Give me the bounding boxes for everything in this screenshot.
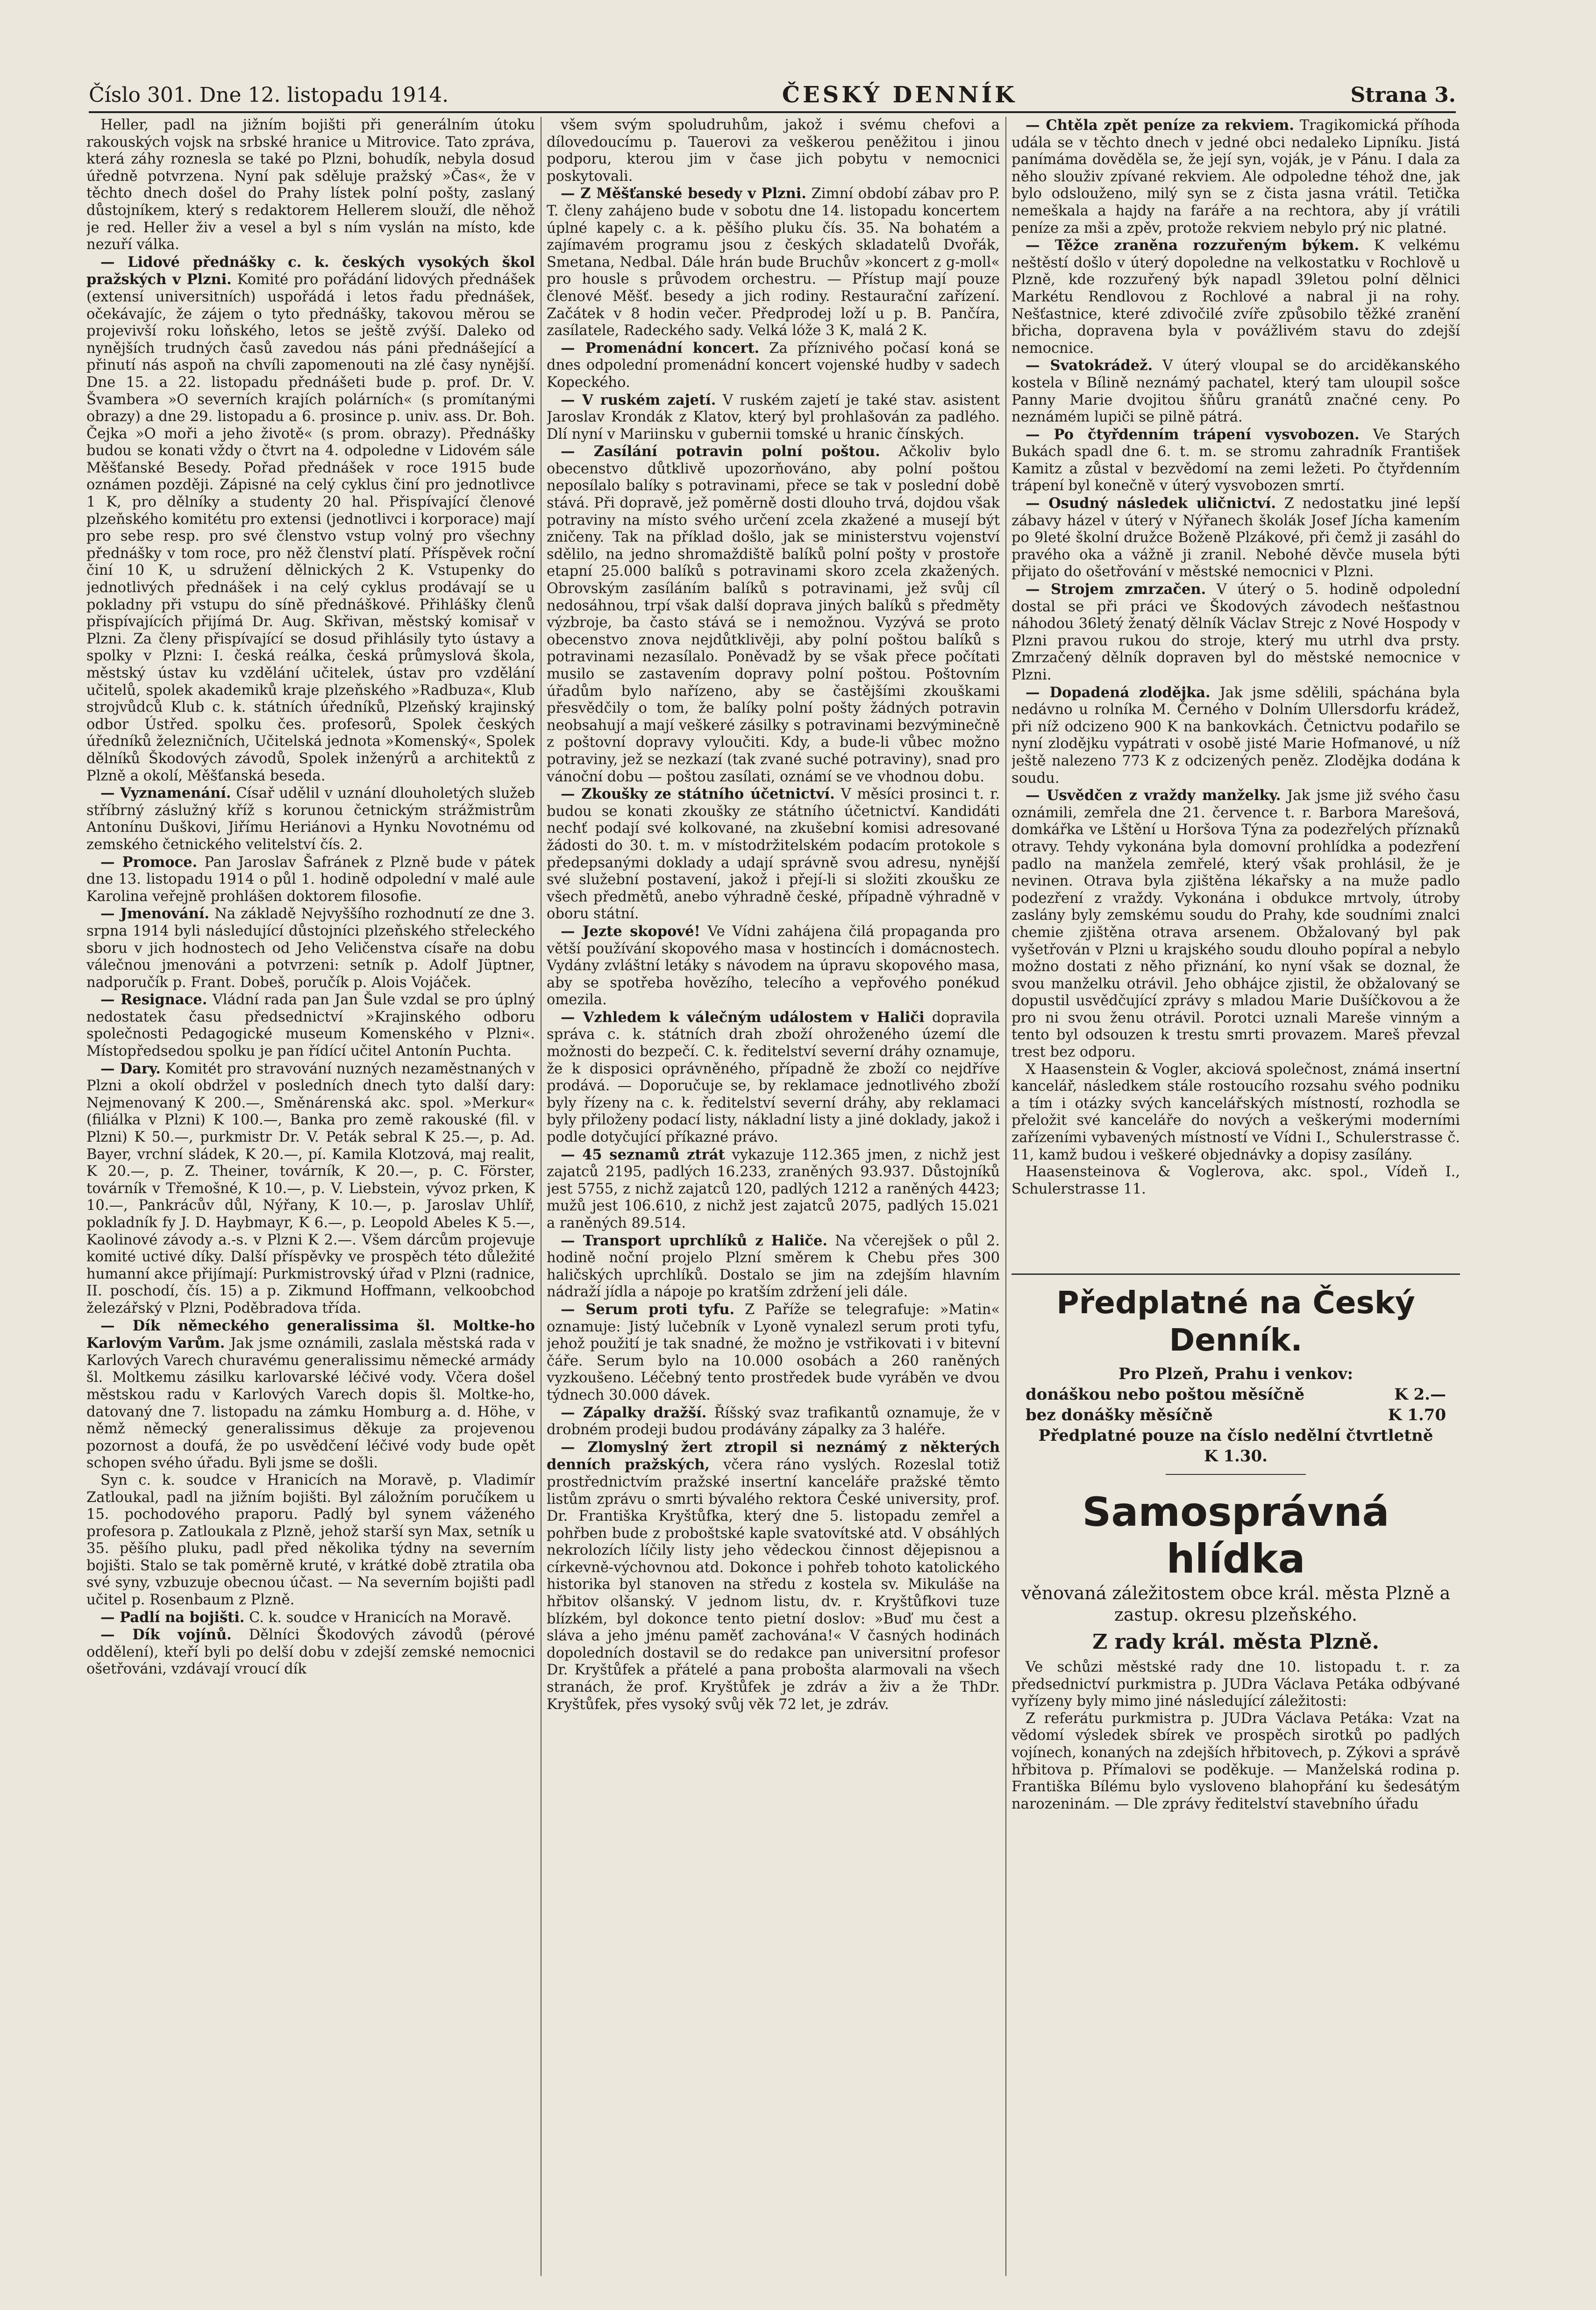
page-number: Strana 3. xyxy=(1350,83,1456,107)
article-heading: — Z Měšťanské besedy v Plzni. xyxy=(561,185,806,202)
hlidka-paragraph: Z referátu purkmistra p. JUDra Václava Petáka: Vzat na vědomí výsledek sbírek ve prospěch sirotků po padlých vojínech, konaných na zdejších hřbitovech, p. Zýkovi a správě hřbitova p. Přímalovi se poděkuje. — Manželská rodina p. Františka Bílému bylo vysloveno blahopřání ku šedesátým narozeninám. — Dle zprávy ředitelství stavebního úřadu xyxy=(1012,1710,1460,1812)
article-text: Haasensteinova & Voglerova, akc. spol., Vídeň I., Schulerstrasse 11. xyxy=(1012,1164,1460,1197)
article-paragraph xyxy=(547,1301,1000,1404)
subscription-title: Předplatné na Český Denník. xyxy=(1056,1285,1415,1358)
article-paragraph xyxy=(547,185,1000,339)
article-paragraph xyxy=(86,1626,535,1678)
article-heading: — Osudný následek uličnictví. xyxy=(1026,495,1276,512)
article-heading: — V ruském zajetí. xyxy=(561,391,716,408)
subscription-subtitle: Pro Plzeň, Prahu i venkov: xyxy=(1119,1365,1353,1383)
article-heading: — Jezte skopové! xyxy=(561,923,700,940)
article-text: Syn c. k. soudce v Hranicích na Moravě, p. Vladimír Zatloukal, padl na jižním bojišti. Byl záložním poručíkem u 15. pochodového praporu. Padlý byl synem váženého profesora p. Zatloukala z Plzně, jehož starší syn Max, setník u 35. pěšího pluku, padl před několika týdny na severním bojišti. Stalo se tak poměrně kruté, v krátké době ztratila oba své syny, vzbuzuje obecnou účast. — Na severním bojišti padl učitel p. Rosenbaum z Plzně. xyxy=(86,1472,535,1609)
subscription-row-price: K 2.— xyxy=(1394,1385,1446,1404)
column-divider xyxy=(1005,117,1006,2276)
article-text: Komité pro pořádání lidových přednášek (extensí universitních) uspořádá i letos řadu přednášek, očekávajíc, že zájem o tyto přednášky, takovou měrou se projevivší roku loňského, letos se ještě zvýší. Daleko od nynějších trudných časů zavedou nás páni přednášející a přinutí nás aspoň na chvíli zapomenouti na zlé časy nynější. Dne 15. a 22. listopadu přednášeti bude p. prof. Dr. V. Švambera »O severních krajích polárních« (s promítanými obrazy) a dne 29. listopadu a 6. prosince p. univ. ass. Dr. Boh. Čejka »O moři a jeho životě« (s prom. obrazy). Přednášky budou se konati vždy o čtvrt na 4. odpoledne v Lidovém sále Měšťanské Besedy. Pořad přednášek v roce 1915 bude oznámen později. Zápisné na celý cyklus činí pro jednotlivce 1 K, pro dělníky a studenty 20 hal. Přispívající členové plzeňského komitétu pro extensi (jednotlivci i korporace) mají pro sebe resp. pro své členstvo vstup volný pro všechny přednášky v tom roce, pro něž členství platí. Příspěvek roční činí 10 K, u sdružení dělnických 2 K. Vstupenky do jednotlivých přednášek i na celý cyklus prodávají se u pokladny při vstupu do síně přednáškové. Přihlášky členů přispívajících přijímá Dr. Aug. Skřivan, městský komisař v Plzni. Za členy přispívající se dosud přihlásily tyto ústavy a spolky v Plzni: I. česká reálka, česká průmyslová škola, městský ústav ku vzdělání učitelek, ústav pro vzdělání učitelů, spolek akademiků kraje plzeňského »Radbuza«, Klub strojvůdců Klub c. k. státních úředníků, Plzeňský krajinský odbor Ústřed. spolku čes. profesorů, Spolek českých úředníků železničních, Učitelská jednota »Komenský«, Spolek dělníků Škodových závodů, Spolek inženýrů a architektů z Plzně a okolí, Měšťanská beseda. xyxy=(86,272,535,784)
article-text: X Haasenstein & Vogler, akciová společnost, známá insertní kancelář, následkem stále rostoucího rozsahu svého podniku a tím i otázky svých kancelářských místností, rozhodla se přeložit své kanceláře do nových a veškerými moderními zařízeními vybavených místností ve Vídni I., Schulerstrasse č. 11, kamž budou i veškeré objednávky a dopisy zasílány. xyxy=(1012,1061,1460,1163)
article-text: Ve Vídni zahájena čilá propaganda pro větší používání skopového masa v hostincích i domácnostech. Vydány zvláštní letáky s návodem na úpravu skopového masa, aby se spotřeba hovězího, telecího a vepřového ponékud omezila. xyxy=(547,923,1000,1008)
article-paragraph xyxy=(547,340,1000,392)
article-paragraph xyxy=(86,1609,535,1627)
article-heading: — Vyznamenání. xyxy=(100,785,231,802)
column-divider xyxy=(541,117,542,2276)
article-text: V měsíci prosinci t. r. budou se konati zkoušky ze státního účetnictví. Kandidáti nechť podají své kolkované, na zkušební komisi adresované žádosti do 30. t. m. v místodržitelském podacím protokole s předepsanými doklady a udají správně svou adresu, nynější své služební postavení, jakož i přejí-li si složiti zkoušku ze všech předmětů, anebo výhradně české, případně výhradně v oboru státní. xyxy=(547,786,1000,923)
article-paragraph xyxy=(547,1439,1000,1714)
article-text: Tragikomická příhoda udála se v těchto dnech v jedné obci nedaleko Lipníku. Jistá panímáma dověděla se, že její syn, voják, je v Pánu. I dala za něho slouživ zpívané rekviem. Ale odpoledne téhož dne, jak bylo odslouženo, milý syn se z čista jasna vrátil. Tetička nemeškala a hajdy na faráře a na rechtora, aby jí vrátili peníze za mši a zpěv, protože rekviem nebylo prý nic platné. xyxy=(1012,117,1460,236)
article-text: Ve Starých Bukách spadl dne 6. t. m. se stromu zahradník František Kamitz a zůstal v bezvědomí na zemi ležeti. Po čtyřdenním trápení byl konečně v úterý vysvobozen smrtí. xyxy=(1012,426,1460,494)
article-heading: — Serum proti tyfu. xyxy=(561,1301,735,1318)
article-paragraph xyxy=(1012,117,1460,237)
article-paragraph xyxy=(86,1472,535,1609)
article-paragraph xyxy=(86,1317,535,1472)
article-paragraph xyxy=(547,786,1000,923)
subscription-row-label: donáškou nebo poštou měsíčně xyxy=(1026,1385,1305,1404)
hlidka-text xyxy=(1012,1659,1460,1813)
hlidka-section xyxy=(1012,1489,1460,1813)
article-text: Z nedostatku jiné lepší zábavy házel v úterý v Nýřanech školák Josef Jícha kamením po 9leté školní družce Boženě Plzákové, při čemž ji zasáhl do pravého oka a vážně ji zranil. Nebohé děvče musela býti přijato do ošetřování v městské nemocnici v Plzni. xyxy=(1012,495,1460,580)
article-text: Heller, padl na jižním bojišti při generálním útoku rakouských vojsk na srbské hranice u Mitrovice. Tato zpráva, která záhy roznesla se také po Plzni, bohudík, nebyla dosud úředně potvrzena. Nyní pak sděluje pražský »Čas«, že v těchto dnech došel do Prahy lístek polní pošty, zaslaný důstojníkem, který s redaktorem Hellerem slouží, dle něhož je red. Heller živ a vesel a byl s ním vyslán na místo, kde nezuří válka. xyxy=(86,117,535,253)
issue-date: Číslo 301. Dne 12. listopadu 1914. xyxy=(89,83,449,107)
article-paragraph xyxy=(86,991,535,1060)
hlidka-paragraph: Ve schůzi městské rady dne 10. listopadu t. r. za předsednictví purkmistra p. JUDra Václava Petáka odbývané vyřízeny byly mimo jiné následující záležitosti: xyxy=(1012,1659,1460,1710)
article-text: Zimní období zábav pro P. T. členy zahájeno bude v sobotu dne 14. listopadu koncertem úplné kapely c. a k. pěšího pluku čís. 35. Na bohatém a zajímavém programu jsou z českých skladatelů Dvořák, Smetana, Nedbal. Dále hrán bude Bruchův »koncert z g-moll« pro housle s průvodem orchestru. — Přístup mají pouze členové Měšť. besedy a jich rodiny. Restaurační zařízení. Začátek v 8 hodin večer. Předprodej loží u p. B. Pančíra, zasílatele, Radeckého sady. Velká lóže 3 K, malá 2 K. xyxy=(547,186,1000,339)
subscription-row xyxy=(1012,1405,1460,1425)
article-heading: — Vzhledem k válečným událostem v Haliči xyxy=(561,1008,925,1026)
article-text: V úterý o 5. hodině odpolední dostal se při práci ve Škodových závodech nešťastnou náhodou 36letý ženatý dělník Václav Strejc z Nové Hospody v Plzni pravou rukou do stroje, který mu utrhl dva prsty. Zmrzačený dělník dopraven byl do městské nemocnice v Plzni. xyxy=(1012,581,1460,683)
article-heading: — Promoce. xyxy=(100,853,198,871)
article-heading: — Chtěla zpět peníze za rekviem. xyxy=(1026,117,1294,134)
article-paragraph xyxy=(547,1146,1000,1232)
column-3 xyxy=(1012,117,1460,2276)
article-paragraph xyxy=(86,905,535,991)
page-header xyxy=(89,79,1456,113)
article-text: Za příznivého počasí koná se dnes odpolední promenádní koncert vojenské hudby v sadech Kopeckého. xyxy=(547,340,1000,391)
article-text: Jak jsme již svého času oznámili, zemřela dne 21. července t. r. Barbora Marešová, domkářka ve Lštění u Horšova Týna za podezřelých příznaků otravy. Tehdy vykonána byla domovní prohlídka a podezření padlo na manžela zemřelé, který však prohlásil, že je nevinen. Otrava byla zjištěna lékařsky a na muže padlo podezření z vraždy. Vykonána i obdukce mrtvoly, útroby zaslány byly zemskému soudu do Prahy, kde soudními znalci chemie zjištěna otrava arsenem. Obžalovaný byl pak vyšetřován v Plzni u krajského soudu dlouho popíral a nebylo možno dostati z něho přiznání, ko nyní však se doznal, že svou manželku otrávil. Jeho obhájce zjistil, že obžalovaný se dopustil usvědčující zprávy s mladou Marie Dušíčkovou a že pro ni svou ženu otrávil. Porotci uznali Mareše vinným a tento byl odsouzen k trestu smrti provazem. Mareš převzal trest bez odporu. xyxy=(1012,787,1460,1061)
article-text: Komitét pro stravování nuzných nezaměstnaných v Plzni a okolí obdržel v posledních dnech tyto další dary: Nejmenovaný K 200.—, Směnárenská akc. spol. »Merkur« (filiálka v Plzni) K 100.—, Banka pro země rakouské (fil. v Plzni) K 50.—, purkmistr Dr. V. Peták sebral K 25.—, p. Ad. Bayer, vrchní sládek, K 20.—, pí. Kamila Klotzová, maj realit, K 20.—, p. Z. Theiner, továrník, K 20.—, p. C. Förster, továrník v Třemošné, K 10.—, p. V. Liebstein, vývoz prken, K 10.—, Pankrácův důl, Nýřany, K 10.—, p. Jaroslav Uhlíř, pokladník fy J. D. Haybmayr, K 6.—, p. Leopold Abeles K 5.—, Kaolinové závody a.-s. v Plzni K 2.—. Všem dárcům projevuje komité uctivé díky. Další příspěvky ve prospěch této důležité humanní akce přijímají: Purkmistrovský úřad v Plzni (radnice, II. poschodí, čís. 15) a p. Zikmund Hoffmann, velkoobchod železářský v Plzni, Poděbradova třída. xyxy=(86,1060,535,1316)
article-text: Z Paříže se telegrafuje: »Matin« oznamuje: Jistý lučebník v Lyoně vynalezl serum proti tyfu, jehož použití je tak snadné, že možno je vstřikovati i v bitevní čáře. Serum bylo na 10.000 osobách a 260 raněných vyzkoušeno. Léčebný tento prostředek bude vyráběn ve dvou týdnech 30.000 dávek. xyxy=(547,1301,1000,1403)
article-paragraph xyxy=(1012,495,1460,581)
article-heading: — Dík německého generalissima šl. Moltke-ho Karlovým Varům. xyxy=(86,1317,535,1352)
article-text: Vládní rada pan Jan Šule vzdal se pro úplný nedostatek času předsednictví »Krajinského odboru společnosti Pedagogické museum Komenského v Plzni«. Místopředsedou spolku je pan řídící učitel Antonín Puchta. xyxy=(86,992,535,1060)
article-heading: — Těžce zraněna rozzuřeným býkem. xyxy=(1026,237,1360,254)
hlidka-title: Samosprávná hlídka xyxy=(1082,1489,1389,1582)
article-paragraph xyxy=(1012,787,1460,1061)
article-heading: — Padlí na bojišti. xyxy=(100,1609,245,1626)
article-text: K velkému neštěstí došlo v úterý dopoledne na velkostatku v Rochlově u Plzně, kde rozzuřený býk napadl 39letou polní dělnici Markétu Rendlovou z Rochlové a nabral ji na rohy. Nešťastnice, které zdivočilé zvíře způsobilo těžké zranění břicha, dopravena byla v povážlivém stavu do zdejší nemocnice. xyxy=(1012,237,1460,357)
article-heading: — Po čtyřdenním trápení vysvobozen. xyxy=(1026,426,1360,443)
article-paragraph xyxy=(547,1009,1000,1146)
article-paragraph xyxy=(1012,1164,1460,1198)
subscription-row-price: K 1.70 xyxy=(1388,1406,1446,1424)
article-text: dopravila správa c. k. státních drah zboží ohroženého území dle možnosti do bezpečí. C. k. ředitelství severní dráhy oznamuje, že k disposici oprávněného, případně že zboží co nejdříve prodává. — Doporučuje se, by reklamace jednotlivého zboží byly řízeny na c. k. ředitelství severní dráhy, aby reklamaci byly přiloženy podací listy, nákladní listy a jiné doklady, jakož i podle dotyčující příkazné právo. xyxy=(547,1009,1000,1146)
hlidka-subtitle: věnovaná záležitostem obce král. města Plzně a zastup. okresu plzeňského. xyxy=(1021,1583,1451,1625)
article-heading: — Lidové přednášky c. k. českých vysokých škol pražských v Plzni. xyxy=(86,253,535,288)
article-paragraph xyxy=(1012,581,1460,684)
article-text: Pan Jaroslav Šafránek z Plzně bude v pátek dne 13. listopadu 1914 o půl 1. hodině odpolední v malé aule Karolina veřejně prohlášen doktorem filosofie. xyxy=(86,854,535,905)
article-paragraph xyxy=(86,254,535,785)
article-paragraph xyxy=(1012,237,1460,357)
article-paragraph xyxy=(86,854,535,906)
article-heading: — Transport uprchlíků z Haliče. xyxy=(561,1232,828,1249)
article-paragraph xyxy=(1012,1061,1460,1164)
column-3-articles xyxy=(1012,117,1460,1255)
masthead-title: ČESKÝ DENNÍK xyxy=(782,82,1017,108)
article-paragraph xyxy=(1012,684,1460,787)
subscription-box xyxy=(1012,1284,1460,1466)
article-text: včera ráno vyslých. Rozeslal totiž prostřednictvím pražské insertní kanceláře pražské těmto listům zprávu o smrti bývalého rektora České university, prof. Dr. Františka Kryštůfka, který dne 5. listopadu zemřel a pohřben bude z proboštské kaple svatovítské atd. V obsáhlých nekrolozích líčily listy jeho vědeckou činnost dějepisnou a církevně-výchovnou atd. Dokonce i pohřeb tohoto katolického historika byl stanoven na středu z kostela sv. Mikuláše na hřbitov olšanský. V jednom listu, dv. r. Kryštůfkovi tuze blízkém, byl dokonce tento pietní doslov: »Buď mu čest a sláva a jeho jménu paměť zachována!« V časných hodinách dopoledních dostavil se do redakce pan universitní profesor Dr. Kryštůfek a přátelé a pana probošta alarmovali na všech stranách, že prof. Kryštůfek je zdráv a živ a že ThDr. Kryštůfek, přes vysoký svůj věk 72 let, je zdráv. xyxy=(547,1457,1000,1713)
article-text: Říšský svaz trafikantů oznamuje, že v drobném prodeji budou prodávány zápalky za 3 haléře. xyxy=(547,1404,1000,1438)
article-heading: — Dík vojínů. xyxy=(100,1626,232,1644)
article-paragraph xyxy=(1012,357,1460,426)
article-text: Dělníci Škodových závodů (pérové oddělení), kteří byli po delší dobu v zdejší zemské nemocnici ošetřováni, vzdávají vroucí dík xyxy=(86,1627,535,1678)
article-text: Jak jsme oznámili, zaslala městská rada v Karlových Varech churavému generalissimu německé armády šl. Moltkemu zásilku karlovarské léčivé vody. Včera došel městskou radu v Karlových Varech dopis šl. Moltke-ho, datovaný dne 7. listopadu na zámku Homburg a. d. Höhe, v němž německý generalissimus děkuje za projevenou pozornost a doufá, že po usvědčení léčivé vody bude opět schopen svého úřadu. Byli jsme se došli. xyxy=(86,1335,535,1472)
article-paragraph xyxy=(86,1060,535,1317)
article-paragraph xyxy=(547,923,1000,1009)
article-text: Na včerejšek o půl 2. hodině noční projelo Plzní směrem k Chebu přes 300 haličských uprchlíků. Dostalo se jim na zdejším hlavním nádraží jídla a nápoje po kratším zdržení jeli dále. xyxy=(547,1232,1000,1301)
column-2 xyxy=(547,117,1000,2276)
article-heading: — Resignace. xyxy=(100,991,207,1008)
article-paragraph xyxy=(86,785,535,853)
article-text: Na základě Nejvyššího rozhodnutí ze dne 3. srpna 1914 byli následující důstojníci plzeňského střeleckého sboru v jich hodnostech od Jeho Veličenstva císaře na dobu válečnou jmenováni a potvrzeni: setník p. Adolf Jüptner, nadporučík p. Frant. Dobeš, poručík p. Alois Vojáček. xyxy=(86,906,535,991)
article-heading: — Strojem zmrzačen. xyxy=(1026,581,1206,598)
article-paragraph xyxy=(547,1232,1000,1301)
article-paragraph xyxy=(547,117,1000,185)
subscription-sunday-price: K 1.30. xyxy=(1204,1447,1268,1466)
article-text: V úterý vloupal se do arciděkanského kostela v Bílině neznámý pachatel, který tam uloupil sošce Panny Marie dvojitou šňůru granátů značné ceny. Po neznámém lupiči se pilně pátrá. xyxy=(1012,358,1460,426)
article-heading: — Zápalky dražší. xyxy=(561,1404,707,1421)
separator-rule xyxy=(1166,1474,1306,1475)
article-heading: — Usvědčen z vraždy manželky. xyxy=(1026,787,1281,804)
article-paragraph xyxy=(1012,426,1460,495)
article-heading: — 45 seznamů ztrát xyxy=(561,1146,725,1163)
article-heading: — Dary. xyxy=(100,1060,161,1077)
article-heading: — Zkoušky ze státního účetnictví. xyxy=(561,786,835,803)
hlidka-heading: Z rady král. města Plzně. xyxy=(1092,1630,1379,1654)
article-heading: — Jmenování. xyxy=(100,905,210,923)
subscription-sunday-label: Předplatné pouze na číslo nedělní čtvrtletně xyxy=(1038,1426,1433,1445)
article-text: všem svým spoludruhům, jakož i svému chefovi a dílovedoucímu p. Tauerovi za veškerou peněžitou i jinou podporu, kterou jim v čase jich pobytu v nemocnici poskytovali. xyxy=(547,117,1000,185)
article-heading: — Zlomyslný žert ztropil si neznámý z některých denních pražských, xyxy=(547,1438,1000,1473)
article-text: C. k. soudce v Hranicích na Moravě. xyxy=(249,1609,512,1626)
article-paragraph xyxy=(86,117,535,254)
article-heading: — Zasílání potravin polní poštou. xyxy=(561,443,880,460)
article-heading: — Promenádní koncert. xyxy=(561,339,760,357)
separator-rule xyxy=(1012,1255,1460,1275)
column-1 xyxy=(86,117,535,2276)
article-heading: — Svatokrádež. xyxy=(1026,357,1153,374)
subscription-row xyxy=(1012,1384,1460,1405)
article-heading: — Dopadená zlodějka. xyxy=(1026,684,1211,701)
article-text: vykazuje 112.365 jmen, z nichž jest zajatců 2195, padlých 16.233, zraněných 93.937. Důstojníků jest 5755, z nichž zajatců 120, padlých 1212 a raněných 4423; mužů jest 106.610, z nichž jest zajatců 2075, padlých 15.021 a raněných 89.514. xyxy=(547,1146,1000,1231)
article-paragraph xyxy=(547,443,1000,786)
article-text: Jak jsme sdělili, spáchána byla nedávno u rolníka M. Černého v Dolním Ullersdorfu krádež, při níž odcizeno 900 K na bankovkách. Četnictvu podařilo se nyní zlodějku vypátrati v osobě jisté Marie Hofmanové, u níž ještě nalezeno 773 K z odcizených peněz. Zlodějka dodána k soudu. xyxy=(1012,684,1460,787)
article-text: Císař udělil v uznání dlouholetých služeb stříbrný záslužný kříž s korunou četnickým strážmistrům Antonínu Duškovi, Jiřímu Heriánovi a Hynku Novotnému od zemského četnického velitelství čís. 2. xyxy=(86,785,535,853)
article-paragraph xyxy=(547,1404,1000,1439)
subscription-row-label: bez donášky měsíčně xyxy=(1026,1406,1213,1424)
article-text: V ruském zajetí je také stav. asistent Jaroslav Krondák z Klatov, který byl prohlašován za padlého. Dlí nyní v Mariinsku v gubernii tomské u hranic čínských. xyxy=(547,392,1000,443)
article-paragraph xyxy=(547,392,1000,443)
article-text: Ačkoliv bylo obecenstvo důtklivě upozorňováno, aby polní poštou neposílalo balíky s potravinami, přece se tak v poslední době stává. Při dopravě, jež poměrně dosti dlouho trvá, dojdou však potraviny na místo svého určení zcela zkažené a musejí být zničeny. Tak na příklad došlo, jak se ministerstvu vojenství sdělilo, na jedno shromaždiště balíků polní pošty v prostoře etapní 25.000 balíků s potravinami skoro zcela zkažených. Obrovským zasíláním balíků s potravinami, jež svůj cíl nedosáhnou, trpí však další doprava jiných balíků s předměty výzbroje, ba často stává se i nemožnou. Vyzývá se proto obecenstvo znova nejdůtklivěji, aby polní poštou balíků s potravinami nezasílalo. Poněvadž by se však přece počítati musilo se zastavením dopravy polní poštou. Poštovním úřadům bylo nařízeno, aby se častějšími zkouškami přesvědčily o tom, že balíky polní pošty žádných potravin neobsahují a mají veškeré zásilky s potravinami bezvýminečně z poštovní dopravy vyloučiti. Kdy, a bude-li vůbec možno potraviny, jež se nezkazí (tak zvané suché potraviny), snad pro vánoční dobu — poštou zasílati, oznámí se ve vhodnou dobu. xyxy=(547,443,1000,785)
